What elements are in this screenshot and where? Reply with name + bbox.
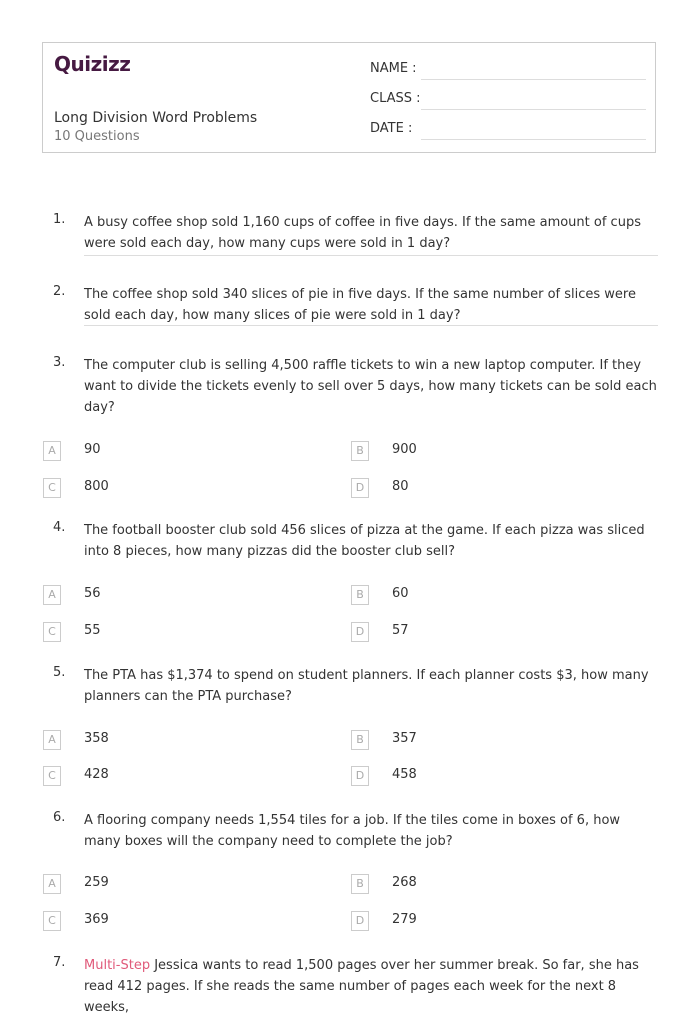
question-text: The football booster club sold 456 slices of pizza at the game. If each pizza was sliced into 8 pieces, how many pizzas did the booster club sell? — [84, 523, 645, 559]
option-c-box[interactable]: C — [43, 622, 61, 642]
option-d-value: 279 — [392, 912, 417, 927]
option-c-box[interactable]: C — [43, 478, 61, 498]
answer-line[interactable] — [84, 325, 658, 326]
question-number: 2. — [53, 284, 66, 299]
option-b-box[interactable]: B — [351, 730, 369, 750]
option-b-value: 900 — [392, 442, 417, 457]
option-a-box[interactable]: A — [43, 874, 61, 894]
name-label: NAME : — [370, 61, 417, 76]
option-a-value: 56 — [84, 586, 101, 601]
option-c-box[interactable]: C — [43, 766, 61, 786]
option-c-value: 55 — [84, 623, 101, 638]
option-d-box[interactable]: D — [351, 622, 369, 642]
option-d-value: 57 — [392, 623, 409, 638]
answer-line[interactable] — [84, 255, 658, 256]
option-d-box[interactable]: D — [351, 478, 369, 498]
quizizz-logo: Quizizz — [54, 52, 131, 76]
question-text: The PTA has $1,374 to spend on student planners. If each planner costs $3, how many planners can the PTA purchase? — [84, 668, 649, 704]
option-c-value: 369 — [84, 912, 109, 927]
option-c-box[interactable]: C — [43, 911, 61, 931]
worksheet-title: Long Division Word Problems — [54, 110, 258, 126]
option-c-value: 428 — [84, 767, 109, 782]
question-body: Jessica wants to read 1,500 pages over her summer break. So far, she has read 412 pages. If she reads the same number of pages each week for the next 8 weeks, — [84, 958, 639, 1015]
question-text: A busy coffee shop sold 1,160 cups of coffee in five days. If the same amount of cups were sold each day, how many cups were sold in 1 day? — [84, 215, 641, 251]
question-number: 6. — [53, 810, 66, 825]
option-a-value: 90 — [84, 442, 101, 457]
class-field[interactable] — [421, 109, 646, 110]
option-a-value: 358 — [84, 731, 109, 746]
date-label: DATE : — [370, 121, 413, 136]
date-field[interactable] — [421, 139, 646, 140]
option-b-value: 268 — [392, 875, 417, 890]
question-text: The coffee shop sold 340 slices of pie in five days. If the same number of slices were sold each day, how many slices of pie were sold in 1 day? — [84, 287, 636, 323]
option-a-value: 259 — [84, 875, 109, 890]
option-d-box[interactable]: D — [351, 766, 369, 786]
class-label: CLASS : — [370, 91, 421, 106]
option-d-value: 458 — [392, 767, 417, 782]
worksheet-header — [42, 42, 656, 153]
name-field[interactable] — [421, 79, 646, 80]
multi-step-tag: Multi-Step — [84, 958, 151, 973]
question-number: 5. — [53, 665, 66, 680]
question-number: 7. — [53, 955, 66, 970]
option-b-box[interactable]: B — [351, 585, 369, 605]
option-d-value: 80 — [392, 479, 409, 494]
option-a-box[interactable]: A — [43, 585, 61, 605]
question-text: A flooring company needs 1,554 tiles for a job. If the tiles come in boxes of 6, how many boxes will the company need to complete the job? — [84, 813, 621, 849]
question-number: 4. — [53, 520, 66, 535]
question-text — [84, 955, 659, 1018]
question-number: 3. — [53, 355, 66, 370]
option-b-value: 357 — [392, 731, 417, 746]
option-b-box[interactable]: B — [351, 441, 369, 461]
option-b-box[interactable]: B — [351, 874, 369, 894]
option-d-box[interactable]: D — [351, 911, 369, 931]
option-c-value: 800 — [84, 479, 109, 494]
question-number: 1. — [53, 212, 66, 227]
question-text: The computer club is selling 4,500 raffle tickets to win a new laptop computer. If they want to divide the tickets evenly to sell over 5 days, how many tickets can be sold each day? — [84, 358, 657, 415]
option-b-value: 60 — [392, 586, 409, 601]
option-a-box[interactable]: A — [43, 441, 61, 461]
option-a-box[interactable]: A — [43, 730, 61, 750]
question-count: 10 Questions — [54, 129, 140, 144]
